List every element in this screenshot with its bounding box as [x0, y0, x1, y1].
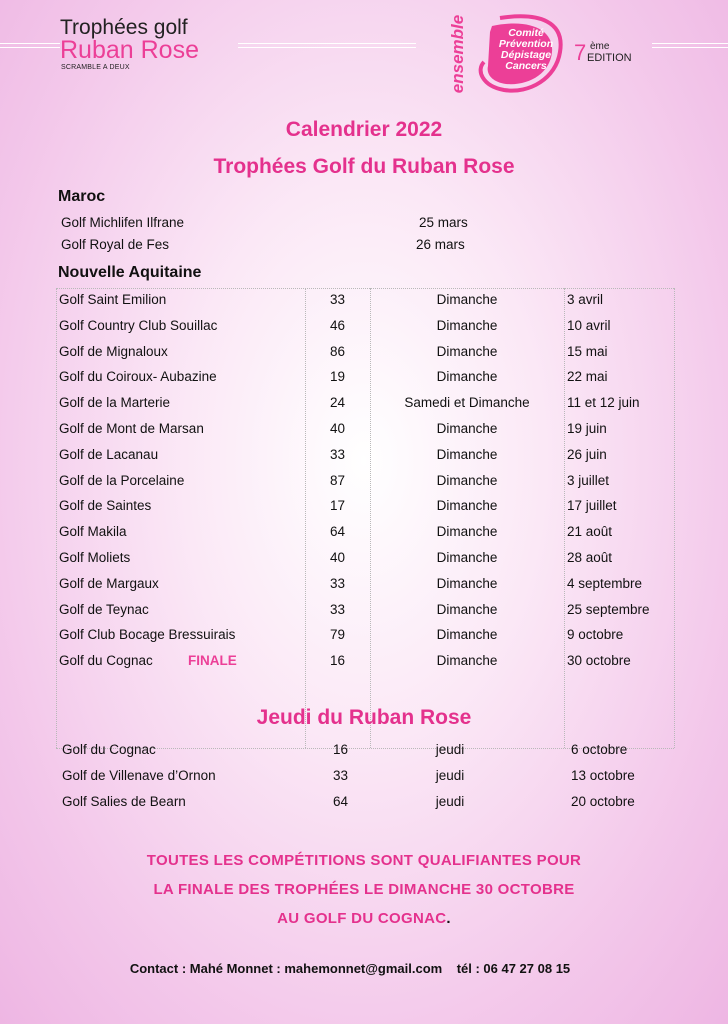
finale-label: FINALE: [188, 653, 237, 668]
brand-top: Trophées golf: [60, 16, 188, 39]
venue-name: Golf du Coiroux- Aubazine: [59, 369, 217, 384]
event-date: 10 avril: [567, 318, 611, 333]
notice-period: .: [446, 910, 451, 927]
aquitaine-heading: Nouvelle Aquitaine: [58, 264, 202, 281]
venue-name: Golf de Mont de Marsan: [59, 421, 204, 436]
department-number: 33: [329, 602, 346, 617]
venue-name: Golf Moliets: [59, 550, 131, 565]
trophees-title: Trophées Golf du Ruban Rose: [213, 155, 515, 178]
department-number: 87: [329, 473, 346, 488]
department-number: 33: [329, 576, 346, 591]
department-number: 16: [329, 653, 346, 668]
department-number: 46: [329, 318, 346, 333]
maroc-row-date: 26 mars: [416, 237, 465, 252]
event-date: 21 août: [567, 524, 613, 539]
notice-line-3-text: AU GOLF DU COGNAC: [277, 910, 447, 927]
event-day: Dimanche: [436, 602, 498, 617]
venue-name: Golf du Cognac: [62, 742, 156, 757]
department-number: 40: [329, 550, 346, 565]
venue-name: Golf de Lacanau: [59, 447, 159, 462]
venue-name: Golf de Saintes: [59, 498, 152, 513]
event-day: Dimanche: [436, 292, 498, 307]
edition-suffix: ème: [590, 41, 610, 52]
event-date: 13 octobre: [571, 768, 635, 783]
maroc-row-date: 25 mars: [419, 215, 468, 230]
event-date: 28 août: [567, 550, 613, 565]
event-date: 15 mai: [567, 344, 608, 359]
event-date: 3 avril: [567, 292, 604, 307]
venue-name: Golf de la Marterie: [59, 395, 171, 410]
department-number: 16: [332, 742, 349, 757]
department-number: 24: [329, 395, 346, 410]
event-day: Dimanche: [436, 473, 498, 488]
header-line: [0, 43, 60, 44]
maroc-row-name: Golf Royal de Fes: [61, 237, 170, 252]
logo-line: Comité: [508, 27, 544, 39]
event-day: Dimanche: [436, 498, 498, 513]
header-line: [652, 47, 728, 48]
notice-line-3: [0, 910, 728, 927]
venue-name: Golf du Cognac: [59, 653, 153, 668]
event-day: Dimanche: [436, 524, 498, 539]
event-date: 19 juin: [567, 421, 607, 436]
header-line: [0, 47, 60, 48]
maroc-heading: Maroc: [58, 188, 106, 205]
logo-line: Dépistage: [500, 49, 552, 61]
venue-name: Golf Club Bocage Bressuirais: [59, 627, 236, 642]
venue-name: Golf Makila: [59, 524, 127, 539]
venue-name: Golf Salies de Bearn: [62, 794, 186, 809]
department-number: 33: [329, 447, 346, 462]
header-line: [238, 43, 416, 44]
contact-label: Contact : Mahé Monnet : mahemonnet@gmail.com: [129, 961, 443, 976]
venue-name: Golf de la Porcelaine: [59, 473, 185, 488]
event-date: 9 octobre: [567, 627, 624, 642]
edition-label: EDITION: [587, 52, 632, 64]
event-day: Dimanche: [436, 447, 498, 462]
event-day: jeudi: [435, 768, 465, 783]
event-day: Dimanche: [436, 344, 498, 359]
table-grid-line: [674, 288, 675, 748]
department-number: 79: [329, 627, 346, 642]
event-date: 30 octobre: [567, 653, 631, 668]
department-number: 33: [329, 292, 346, 307]
event-date: 3 juillet: [567, 473, 610, 488]
event-day: jeudi: [435, 742, 465, 757]
venue-name: Golf Saint Emilion: [59, 292, 167, 307]
table-grid-line: [564, 288, 565, 748]
table-grid-line: [56, 288, 57, 748]
department-number: 19: [329, 369, 346, 384]
notice-line-1: TOUTES LES COMPÉTITIONS SONT QUALIFIANTES POUR: [146, 852, 582, 869]
notice-line-2: LA FINALE DES TROPHÉES LE DIMANCHE 30 OCTOBRE: [153, 881, 575, 898]
department-number: 33: [332, 768, 349, 783]
contact-line: [0, 961, 700, 976]
department-number: 64: [329, 524, 346, 539]
department-number: 64: [332, 794, 349, 809]
table-grid-line: [56, 288, 674, 289]
event-day: Samedi et Dimanche: [404, 395, 530, 410]
ensemble-logo-text: ensemble: [448, 14, 467, 94]
calendar-title: Calendrier 2022: [285, 118, 443, 141]
venue-name: Golf de Mignaloux: [59, 344, 168, 359]
department-number: 40: [329, 421, 346, 436]
event-date: 20 octobre: [571, 794, 635, 809]
header-line: [238, 47, 416, 48]
edition-number: 7: [574, 40, 587, 65]
event-day: Dimanche: [436, 576, 498, 591]
event-date: 22 mai: [567, 369, 608, 384]
event-date: 25 septembre: [567, 602, 650, 617]
brand-main: Ruban Rose: [60, 36, 199, 64]
logo-line: Prévention: [498, 38, 554, 50]
contact-phone: tél : 06 47 27 08 15: [456, 961, 571, 976]
jeudi-title: Jeudi du Ruban Rose: [256, 706, 472, 729]
event-day: Dimanche: [436, 369, 498, 384]
brand-sub: SCRAMBLE A DEUX: [61, 64, 130, 71]
event-day: Dimanche: [436, 653, 498, 668]
event-date: 6 octobre: [571, 742, 628, 757]
event-day: Dimanche: [436, 318, 498, 333]
department-number: 86: [329, 344, 346, 359]
event-date: 4 septembre: [567, 576, 643, 591]
venue-name: Golf de Margaux: [59, 576, 159, 591]
header-line: [652, 43, 728, 44]
venue-name: Golf de Teynac: [59, 602, 149, 617]
comite-logo-text: [488, 28, 564, 72]
venue-name: Golf de Villenave d’Ornon: [62, 768, 216, 783]
event-date: 26 juin: [567, 447, 607, 462]
event-day: jeudi: [435, 794, 465, 809]
event-date: 11 et 12 juin: [567, 395, 640, 410]
event-day: Dimanche: [436, 421, 498, 436]
maroc-row-name: Golf Michlifen Ilfrane: [61, 215, 185, 230]
venue-name: Golf Country Club Souillac: [59, 318, 218, 333]
event-date: 17 juillet: [567, 498, 617, 513]
logo-line: Cancers: [505, 60, 547, 72]
event-day: Dimanche: [436, 627, 498, 642]
department-number: 17: [329, 498, 346, 513]
event-day: Dimanche: [436, 550, 498, 565]
